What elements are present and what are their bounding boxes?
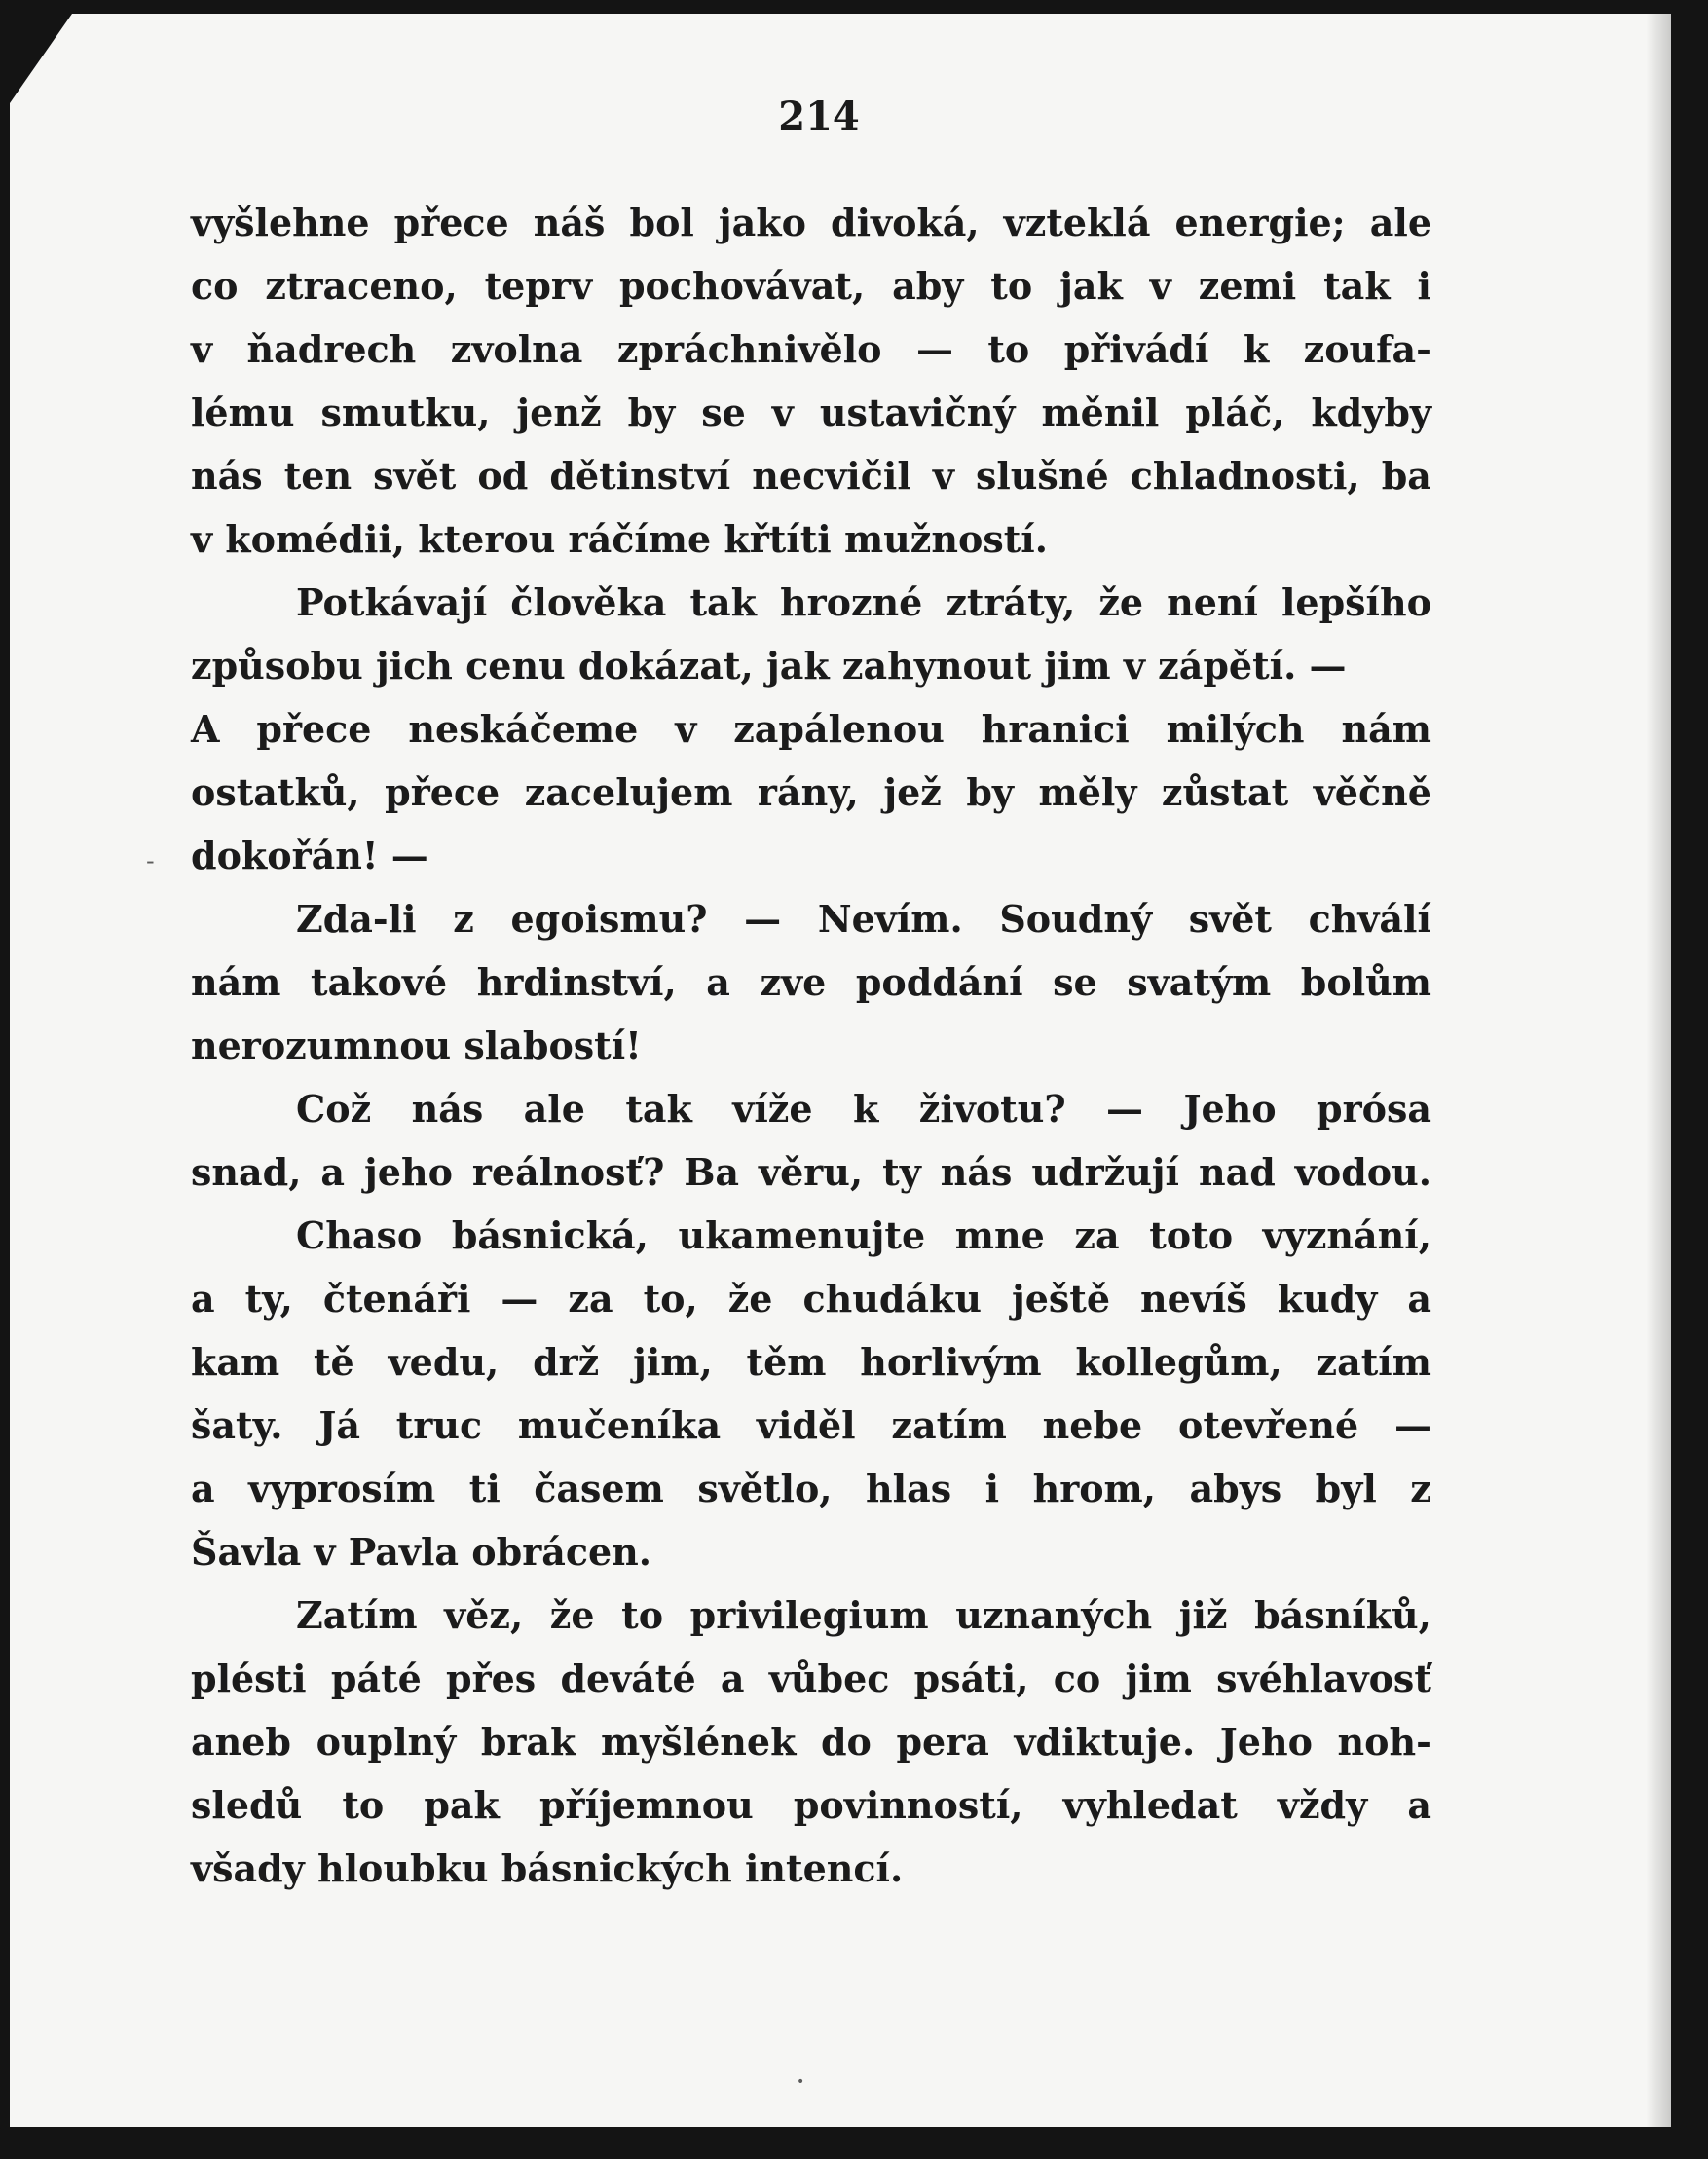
word: dětinství <box>549 454 731 498</box>
text-line <box>191 887 1431 950</box>
text-line <box>191 1267 1431 1330</box>
word: Soudný <box>999 897 1153 941</box>
word: že <box>549 1593 595 1637</box>
word: toto <box>1149 1213 1234 1257</box>
word: viděl <box>756 1403 856 1447</box>
word: zoufa- <box>1303 327 1431 371</box>
word: — <box>915 327 953 371</box>
word: vyprosím <box>248 1467 436 1510</box>
word: z <box>1410 1467 1431 1510</box>
word: věru, <box>759 1150 864 1194</box>
word: za <box>1074 1213 1120 1257</box>
word: egoismu? <box>510 897 708 941</box>
word: ustavičný <box>819 391 1016 434</box>
word: přece <box>385 770 501 814</box>
word: hlas <box>866 1467 952 1510</box>
word: tak <box>625 1087 692 1131</box>
word: přece <box>393 201 509 244</box>
word: přes <box>446 1656 537 1700</box>
word: přece <box>256 707 372 751</box>
word: bolům <box>1300 960 1431 1004</box>
word: divoká, <box>831 201 980 244</box>
word: ještě <box>1011 1277 1111 1321</box>
text-line <box>191 1204 1431 1267</box>
word: — <box>744 897 782 941</box>
word: k <box>1243 327 1270 371</box>
word: vedu, <box>388 1340 500 1384</box>
word: od <box>477 454 529 498</box>
word: do <box>820 1720 872 1764</box>
word: a <box>1407 1277 1431 1321</box>
word: zůstat <box>1161 770 1289 814</box>
word: otevřené <box>1178 1403 1359 1447</box>
word: vdiktuje. <box>1014 1720 1196 1764</box>
text-line: způsobu jich cenu dokázat, jak zahynout jim v zápětí. — <box>191 644 1347 688</box>
word: poddání <box>855 960 1023 1004</box>
word: svět <box>1188 897 1272 941</box>
word: Potkávají <box>296 580 488 624</box>
word: by <box>966 770 1015 814</box>
word: zacelujem <box>524 770 733 814</box>
word: hrom, <box>1032 1467 1156 1510</box>
word: to <box>621 1593 664 1637</box>
word: ti <box>468 1467 501 1510</box>
word: Jeho <box>1183 1087 1277 1131</box>
word: aby <box>892 264 964 308</box>
text-line <box>191 571 1431 634</box>
word: nás <box>191 454 263 498</box>
text-line <box>191 1140 1431 1204</box>
word: snad, <box>191 1150 302 1194</box>
word: v <box>771 391 794 434</box>
text-line <box>191 697 1431 761</box>
word: věčně <box>1313 770 1431 814</box>
word: ukamenujte <box>678 1213 926 1257</box>
text-line <box>191 950 1431 1014</box>
word: kdyby <box>1311 391 1431 434</box>
word: člověka <box>510 580 667 624</box>
body-paragraphs <box>191 191 1431 1900</box>
word: jeho <box>364 1150 453 1194</box>
word: necvičil <box>752 454 911 498</box>
word: životu? <box>918 1087 1066 1131</box>
word: noh- <box>1337 1720 1431 1764</box>
word: časem <box>534 1467 664 1510</box>
word: z <box>453 897 474 941</box>
word: A <box>191 707 220 751</box>
word: hrozné <box>779 580 923 624</box>
word: zpráchnivělo <box>616 327 882 371</box>
word: v <box>191 327 213 371</box>
word: měnil <box>1041 391 1160 434</box>
word: horlivým <box>860 1340 1042 1384</box>
word: se <box>1053 960 1097 1004</box>
word: plésti <box>191 1656 307 1700</box>
word: to <box>990 264 1033 308</box>
word: se <box>701 391 746 434</box>
word: jež <box>883 770 942 814</box>
word: uznaných <box>955 1593 1153 1637</box>
word: lepšího <box>1281 580 1431 624</box>
word: pera <box>896 1720 989 1764</box>
word: básnická, <box>451 1213 649 1257</box>
word: ostatků, <box>191 770 360 814</box>
word: chválí <box>1308 897 1431 941</box>
word: zvolna <box>450 327 583 371</box>
word: ňadrech <box>246 327 417 371</box>
page-number: 214 <box>778 93 860 139</box>
word: ty, <box>244 1277 293 1321</box>
word: jako <box>718 201 806 244</box>
word: truc <box>395 1403 483 1447</box>
word: pak <box>424 1783 500 1827</box>
word: Což <box>296 1087 372 1131</box>
word: a <box>706 960 730 1004</box>
word: věz, <box>444 1593 524 1637</box>
word: ale <box>523 1087 585 1131</box>
word: deváté <box>560 1656 696 1700</box>
word: vůbec <box>768 1656 890 1700</box>
text-line: všady hloubku básnických intencí. <box>191 1846 904 1890</box>
text-line: v komédii, kterou ráčíme křtíti mužností. <box>191 517 1048 561</box>
word: k <box>852 1087 879 1131</box>
word: jak <box>1059 264 1123 308</box>
word: nás <box>940 1150 1013 1194</box>
word: slušné <box>975 454 1109 498</box>
text-line <box>191 1710 1431 1773</box>
word: zemi <box>1198 264 1297 308</box>
text-line <box>191 254 1431 317</box>
word: psáti, <box>913 1656 1029 1700</box>
word: tak <box>1323 264 1391 308</box>
word: — <box>501 1277 538 1321</box>
word: hrdinství, <box>476 960 677 1004</box>
word: Ba <box>684 1150 740 1194</box>
word: Zatím <box>296 1593 418 1637</box>
word: nad <box>1198 1150 1276 1194</box>
word: měly <box>1038 770 1137 814</box>
word: teprv <box>484 264 593 308</box>
word: víže <box>732 1087 813 1131</box>
word: sledů <box>191 1783 303 1827</box>
text-line <box>191 191 1431 254</box>
word: a <box>720 1656 745 1700</box>
word: nás <box>411 1087 484 1131</box>
word: hranici <box>981 707 1130 751</box>
word: nám <box>1341 707 1431 751</box>
text-line <box>191 761 1431 824</box>
word: myšlének <box>600 1720 797 1764</box>
text-line: nerozumnou slabostí! <box>191 1024 642 1067</box>
word: světlo, <box>697 1467 833 1510</box>
word: kudy <box>1277 1277 1378 1321</box>
text-line <box>191 1647 1431 1710</box>
word: náš <box>533 201 606 244</box>
word: chladnosti, <box>1130 454 1360 498</box>
word: Já <box>318 1403 360 1447</box>
word: abys <box>1189 1467 1282 1510</box>
word: kam <box>191 1340 280 1384</box>
word: nám <box>191 960 281 1004</box>
word: ouplný <box>316 1720 457 1764</box>
word: byl <box>1315 1467 1377 1510</box>
word: vyznání, <box>1262 1213 1431 1257</box>
word: a <box>191 1467 215 1510</box>
word: mne <box>954 1213 1045 1257</box>
word: ten <box>283 454 353 498</box>
word: to, <box>643 1277 698 1321</box>
word: čtenáři <box>322 1277 471 1321</box>
speck-mark: • <box>797 2074 805 2090</box>
word: a <box>1407 1783 1431 1827</box>
word: svatým <box>1127 960 1272 1004</box>
word: vyhledat <box>1062 1783 1238 1827</box>
word: aneb <box>191 1720 291 1764</box>
word: takové <box>311 960 448 1004</box>
word: zatím <box>891 1403 1007 1447</box>
word: jim <box>1125 1656 1192 1700</box>
word: v <box>675 707 697 751</box>
word: za <box>568 1277 613 1321</box>
word: i <box>1417 264 1431 308</box>
word: ba <box>1381 454 1431 498</box>
word: vzteklá <box>1003 201 1151 244</box>
word: a <box>320 1150 346 1194</box>
word: ztráty, <box>946 580 1076 624</box>
word: a <box>191 1277 215 1321</box>
word: bol <box>629 201 694 244</box>
word: již <box>1178 1593 1228 1637</box>
word: reálnosť? <box>471 1150 665 1194</box>
word: tak <box>689 580 757 624</box>
text-line <box>191 1077 1431 1140</box>
word: brak <box>480 1720 576 1764</box>
word: ale <box>1369 201 1431 244</box>
word: — <box>1394 1403 1431 1447</box>
text-line: dokořán! — <box>191 834 428 877</box>
word: chudáku <box>802 1277 982 1321</box>
word: Nevím. <box>817 897 963 941</box>
word: zve <box>760 960 827 1004</box>
word: není <box>1167 580 1258 624</box>
word: lému <box>191 391 295 434</box>
word: zatím <box>1316 1340 1431 1384</box>
word: ty <box>882 1150 921 1194</box>
word: básníků, <box>1254 1593 1431 1637</box>
word: v <box>1149 264 1171 308</box>
word: v <box>932 454 954 498</box>
word: milých <box>1166 707 1305 751</box>
word: zapálenou <box>733 707 945 751</box>
word: pochovávat, <box>618 264 866 308</box>
text-line <box>191 1330 1431 1394</box>
word: těm <box>746 1340 827 1384</box>
page-edge-shadow <box>1646 14 1671 2127</box>
word: že <box>727 1277 773 1321</box>
text-line <box>191 1773 1431 1837</box>
text-line <box>191 444 1431 507</box>
word: vždy <box>1277 1783 1368 1827</box>
word: že <box>1098 580 1144 624</box>
word: to <box>342 1783 385 1827</box>
page-text <box>191 88 1431 1900</box>
word: svět <box>373 454 457 498</box>
word: přivádí <box>1063 327 1209 371</box>
word: — <box>1106 1087 1144 1131</box>
word: Jeho <box>1219 1720 1313 1764</box>
word: šaty. <box>191 1403 283 1447</box>
word: jim, <box>633 1340 713 1384</box>
word: páté <box>330 1656 422 1700</box>
word: svéhlavosť <box>1216 1656 1431 1700</box>
word: pláč, <box>1185 391 1285 434</box>
text-line <box>191 1394 1431 1457</box>
word: prósa <box>1317 1087 1431 1131</box>
word: neskáčeme <box>408 707 639 751</box>
word: příjemnou <box>538 1783 754 1827</box>
word: tě <box>314 1340 354 1384</box>
word: privilegium <box>689 1593 929 1637</box>
word: vodou. <box>1294 1150 1431 1194</box>
text-line <box>191 1457 1431 1520</box>
margin-tick-mark: - <box>146 847 155 875</box>
word: kollegům, <box>1075 1340 1282 1384</box>
word: vyšlehne <box>191 201 370 244</box>
word: ztraceno, <box>265 264 458 308</box>
word: to <box>987 327 1030 371</box>
word: udržují <box>1031 1150 1179 1194</box>
word: energie; <box>1174 201 1346 244</box>
text-line <box>191 317 1431 381</box>
word: smutku, <box>320 391 491 434</box>
word: by <box>627 391 676 434</box>
word: nevíš <box>1140 1277 1247 1321</box>
word: Zda-li <box>296 897 417 941</box>
word: co <box>1053 1656 1101 1700</box>
word: nebe <box>1042 1403 1143 1447</box>
text-line: Šavla v Pavla obrácen. <box>191 1530 652 1574</box>
text-line <box>191 1583 1431 1647</box>
text-line <box>191 381 1431 444</box>
word: drž <box>533 1340 600 1384</box>
word: rány, <box>757 770 859 814</box>
word: i <box>984 1467 1000 1510</box>
word: povinností, <box>793 1783 1023 1827</box>
word: mučeníka <box>517 1403 722 1447</box>
word: co <box>191 264 239 308</box>
word: jenž <box>516 391 602 434</box>
word: Chaso <box>296 1213 423 1257</box>
